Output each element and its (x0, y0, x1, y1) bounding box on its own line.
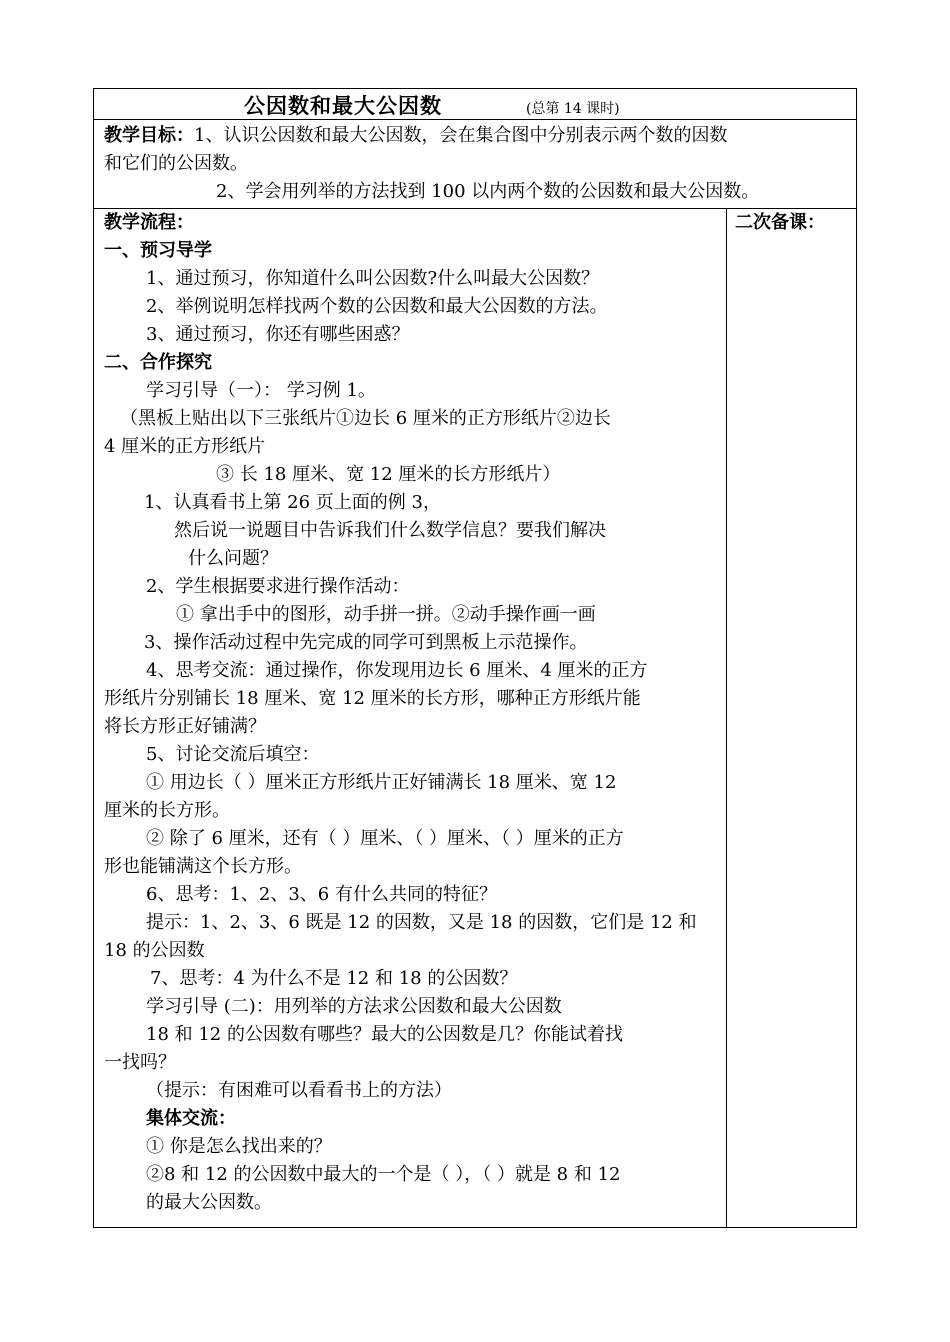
collective-item-1: ① 你是怎么找出来的？ (146, 1136, 332, 1157)
second-prep-label: 二次备课： (735, 212, 825, 233)
step-1b: 然后说一说题目中告诉我们什么数学信息？要我们解决 (174, 520, 606, 541)
step-5b-2: 形也能铺满这个长方形。 (104, 856, 302, 877)
question-line-1: 18 和 12 的公因数有哪些？最大的公因数是几？你能试着找 (146, 1024, 623, 1045)
step-4b: 形纸片分别铺长 18 厘米、宽 12 厘米的长方形，哪种正方形纸片能 (104, 688, 641, 709)
title-row (94, 89, 856, 120)
board-line-1: （黑板上贴出以下三张纸片①边长 6 厘米的正方形纸片②边长 (120, 408, 611, 429)
hint-line-2: 18 的公因数 (104, 940, 205, 961)
hint-3: （提示：有困难可以看看书上的方法） (146, 1080, 452, 1101)
section-2-heading: 二、合作探究 (104, 352, 212, 373)
goal-line-3: 2、学会用列举的方法找到 100 以内两个数的公因数和最大公因数。 (216, 181, 760, 202)
step-7: 7、思考：4 为什么不是 12 和 18 的公因数？ (150, 968, 518, 989)
step-6: 6、思考：1、2、3、6 有什么共同的特征？ (146, 884, 497, 905)
step-5b-1: ② 除了 6 厘米，还有（ ）厘米、（ ）厘米、（ ）厘米的正方 (146, 828, 624, 849)
teaching-process (94, 209, 727, 1227)
question-line-2: 一找吗？ (104, 1052, 176, 1073)
preview-question-2: 2、举例说明怎样找两个数的公因数和最大公因数的方法。 (146, 296, 608, 317)
guide-1: 学习引导（一）： 学习例 1。 (146, 380, 376, 401)
goal-1-text: 1、认识公因数和最大公因数，会在集合图中分别表示两个数的因数 (194, 125, 728, 146)
collective-item-2a: ②8 和 12 的公因数中最大的一个是（ ），（ ）就是 8 和 12 (146, 1164, 621, 1185)
step-2: 2、学生根据要求进行操作活动： (146, 576, 410, 597)
collective-item-2b: 的最大公因数。 (146, 1192, 272, 1213)
step-5: 5、讨论交流后填空： (146, 744, 320, 765)
page-title: 公因数和最大公因数 (244, 94, 442, 118)
step-1a: 1、认真看书上第 26 页上面的例 3， (144, 492, 441, 513)
step-2a: ① 拿出手中的图形，动手拼一拼。②动手操作画一画 (176, 604, 596, 625)
step-1c: 什么问题？ (188, 548, 278, 569)
goal-line-2: 和它们的公因数。 (104, 153, 248, 174)
step-5a-1: ① 用边长（ ）厘米正方形纸片正好铺满长 18 厘米、宽 12 (146, 772, 617, 793)
goal-line-1 (104, 124, 727, 148)
hint-line-1: 提示：1、2、3、6 既是 12 的因数，又是 18 的因数，它们是 12 和 (146, 912, 697, 933)
lesson-plan-table (93, 88, 857, 1228)
step-5a-2: 厘米的长方形。 (104, 800, 230, 821)
preview-question-3: 3、通过预习，你还有哪些困惑？ (146, 324, 410, 345)
preview-question-1: 1、通过预习，你知道什么叫公因数?什么叫最大公因数？ (146, 268, 600, 289)
lesson-number: (总第 14 课时) (526, 101, 620, 117)
process-heading: 教学流程： (104, 212, 194, 233)
collective-heading: 集体交流： (146, 1108, 236, 1129)
guide-2: 学习引导 (二)：用列举的方法求公因数和最大公因数 (146, 996, 562, 1017)
step-4a: 4、思考交流：通过操作，你发现用边长 6 厘米、4 厘米的正方 (146, 660, 648, 681)
step-3: 3、操作活动过程中先完成的同学可到黑板上示范操作。 (144, 632, 588, 653)
step-4c: 将长方形正好铺满？ (104, 716, 266, 737)
section-1-heading: 一、预习导学 (104, 240, 212, 261)
board-line-2: 4 厘米的正方形纸片 (104, 436, 266, 457)
second-prep-column (727, 209, 856, 1227)
goals-label: 教学目标： (104, 125, 194, 146)
teaching-goals (94, 120, 856, 209)
board-line-3: ③ 长 18 厘米、宽 12 厘米的长方形纸片） (216, 464, 561, 485)
